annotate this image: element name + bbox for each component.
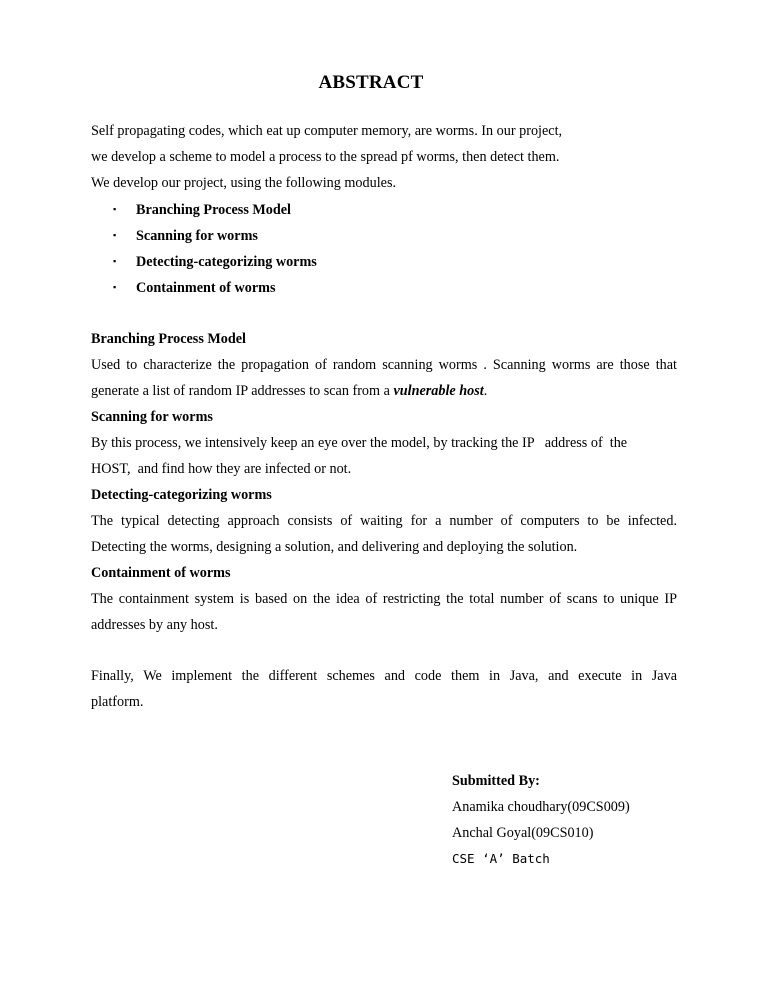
module-list-item — [113, 277, 276, 298]
batch-label: CSE ‘A’ Batch — [452, 851, 550, 866]
module-label: Branching Process Model — [136, 202, 292, 218]
author-1: Anamika choudhary(09CS009) — [452, 799, 630, 815]
intro-line-1: Self propagating codes, which eat up computer memory, are worms. In our project, — [91, 123, 563, 139]
module-label: Scanning for worms — [136, 228, 258, 244]
scanning-line-2: HOST, and find how they are infected or not. — [91, 461, 352, 477]
emphasis-vulnerable-host: vulnerable host — [393, 383, 484, 399]
detecting-line-2: Detecting the worms, designing a solution, and delivering and deploying the solution. — [91, 539, 578, 555]
containment-line-1: The containment system is based on the idea of restricting the total number of scans to unique IP — [91, 591, 677, 607]
bullet-icon: ▪ — [113, 256, 117, 266]
module-label: Containment of worms — [136, 280, 276, 296]
section-heading-detecting: Detecting-categorizing worms — [91, 487, 272, 503]
scanning-line-1: By this process, we intensively keep an eye over the model, by tracking the IP address of the — [91, 435, 628, 451]
intro-line-3: We develop our project, using the following modules. — [91, 175, 397, 191]
branching-line-1: Used to characterize the propagation of random scanning worms . Scanning worms are those that — [91, 357, 677, 373]
conclusion-line-2: platform. — [91, 694, 144, 710]
module-list-item — [113, 251, 317, 272]
module-label: Detecting-categorizing worms — [136, 254, 317, 270]
bullet-icon: ▪ — [113, 204, 117, 214]
module-list-item — [113, 199, 291, 220]
page-title: ABSTRACT — [318, 72, 424, 93]
module-list-item — [113, 225, 258, 246]
bullet-icon: ▪ — [113, 230, 117, 240]
section-heading-containment: Containment of worms — [91, 565, 231, 581]
bullet-icon: ▪ — [113, 282, 117, 292]
conclusion-line-1: Finally, We implement the different schemes and code them in Java, and execute in Java — [91, 668, 677, 684]
branching-line-2 — [91, 381, 487, 401]
branching-line-2-end: . — [483, 383, 488, 399]
intro-line-2: we develop a scheme to model a process to the spread pf worms, then detect them. — [91, 149, 560, 165]
section-heading-branching: Branching Process Model — [91, 331, 247, 347]
submitted-by-label: Submitted By: — [452, 773, 540, 789]
detecting-line-1: The typical detecting approach consists of waiting for a number of computers to be infected. — [91, 513, 677, 529]
author-2: Anchal Goyal(09CS010) — [452, 825, 594, 841]
containment-line-2: addresses by any host. — [91, 617, 218, 633]
branching-line-2-text: generate a list of random IP addresses to scan from a — [91, 383, 394, 399]
section-heading-scanning: Scanning for worms — [91, 409, 213, 425]
